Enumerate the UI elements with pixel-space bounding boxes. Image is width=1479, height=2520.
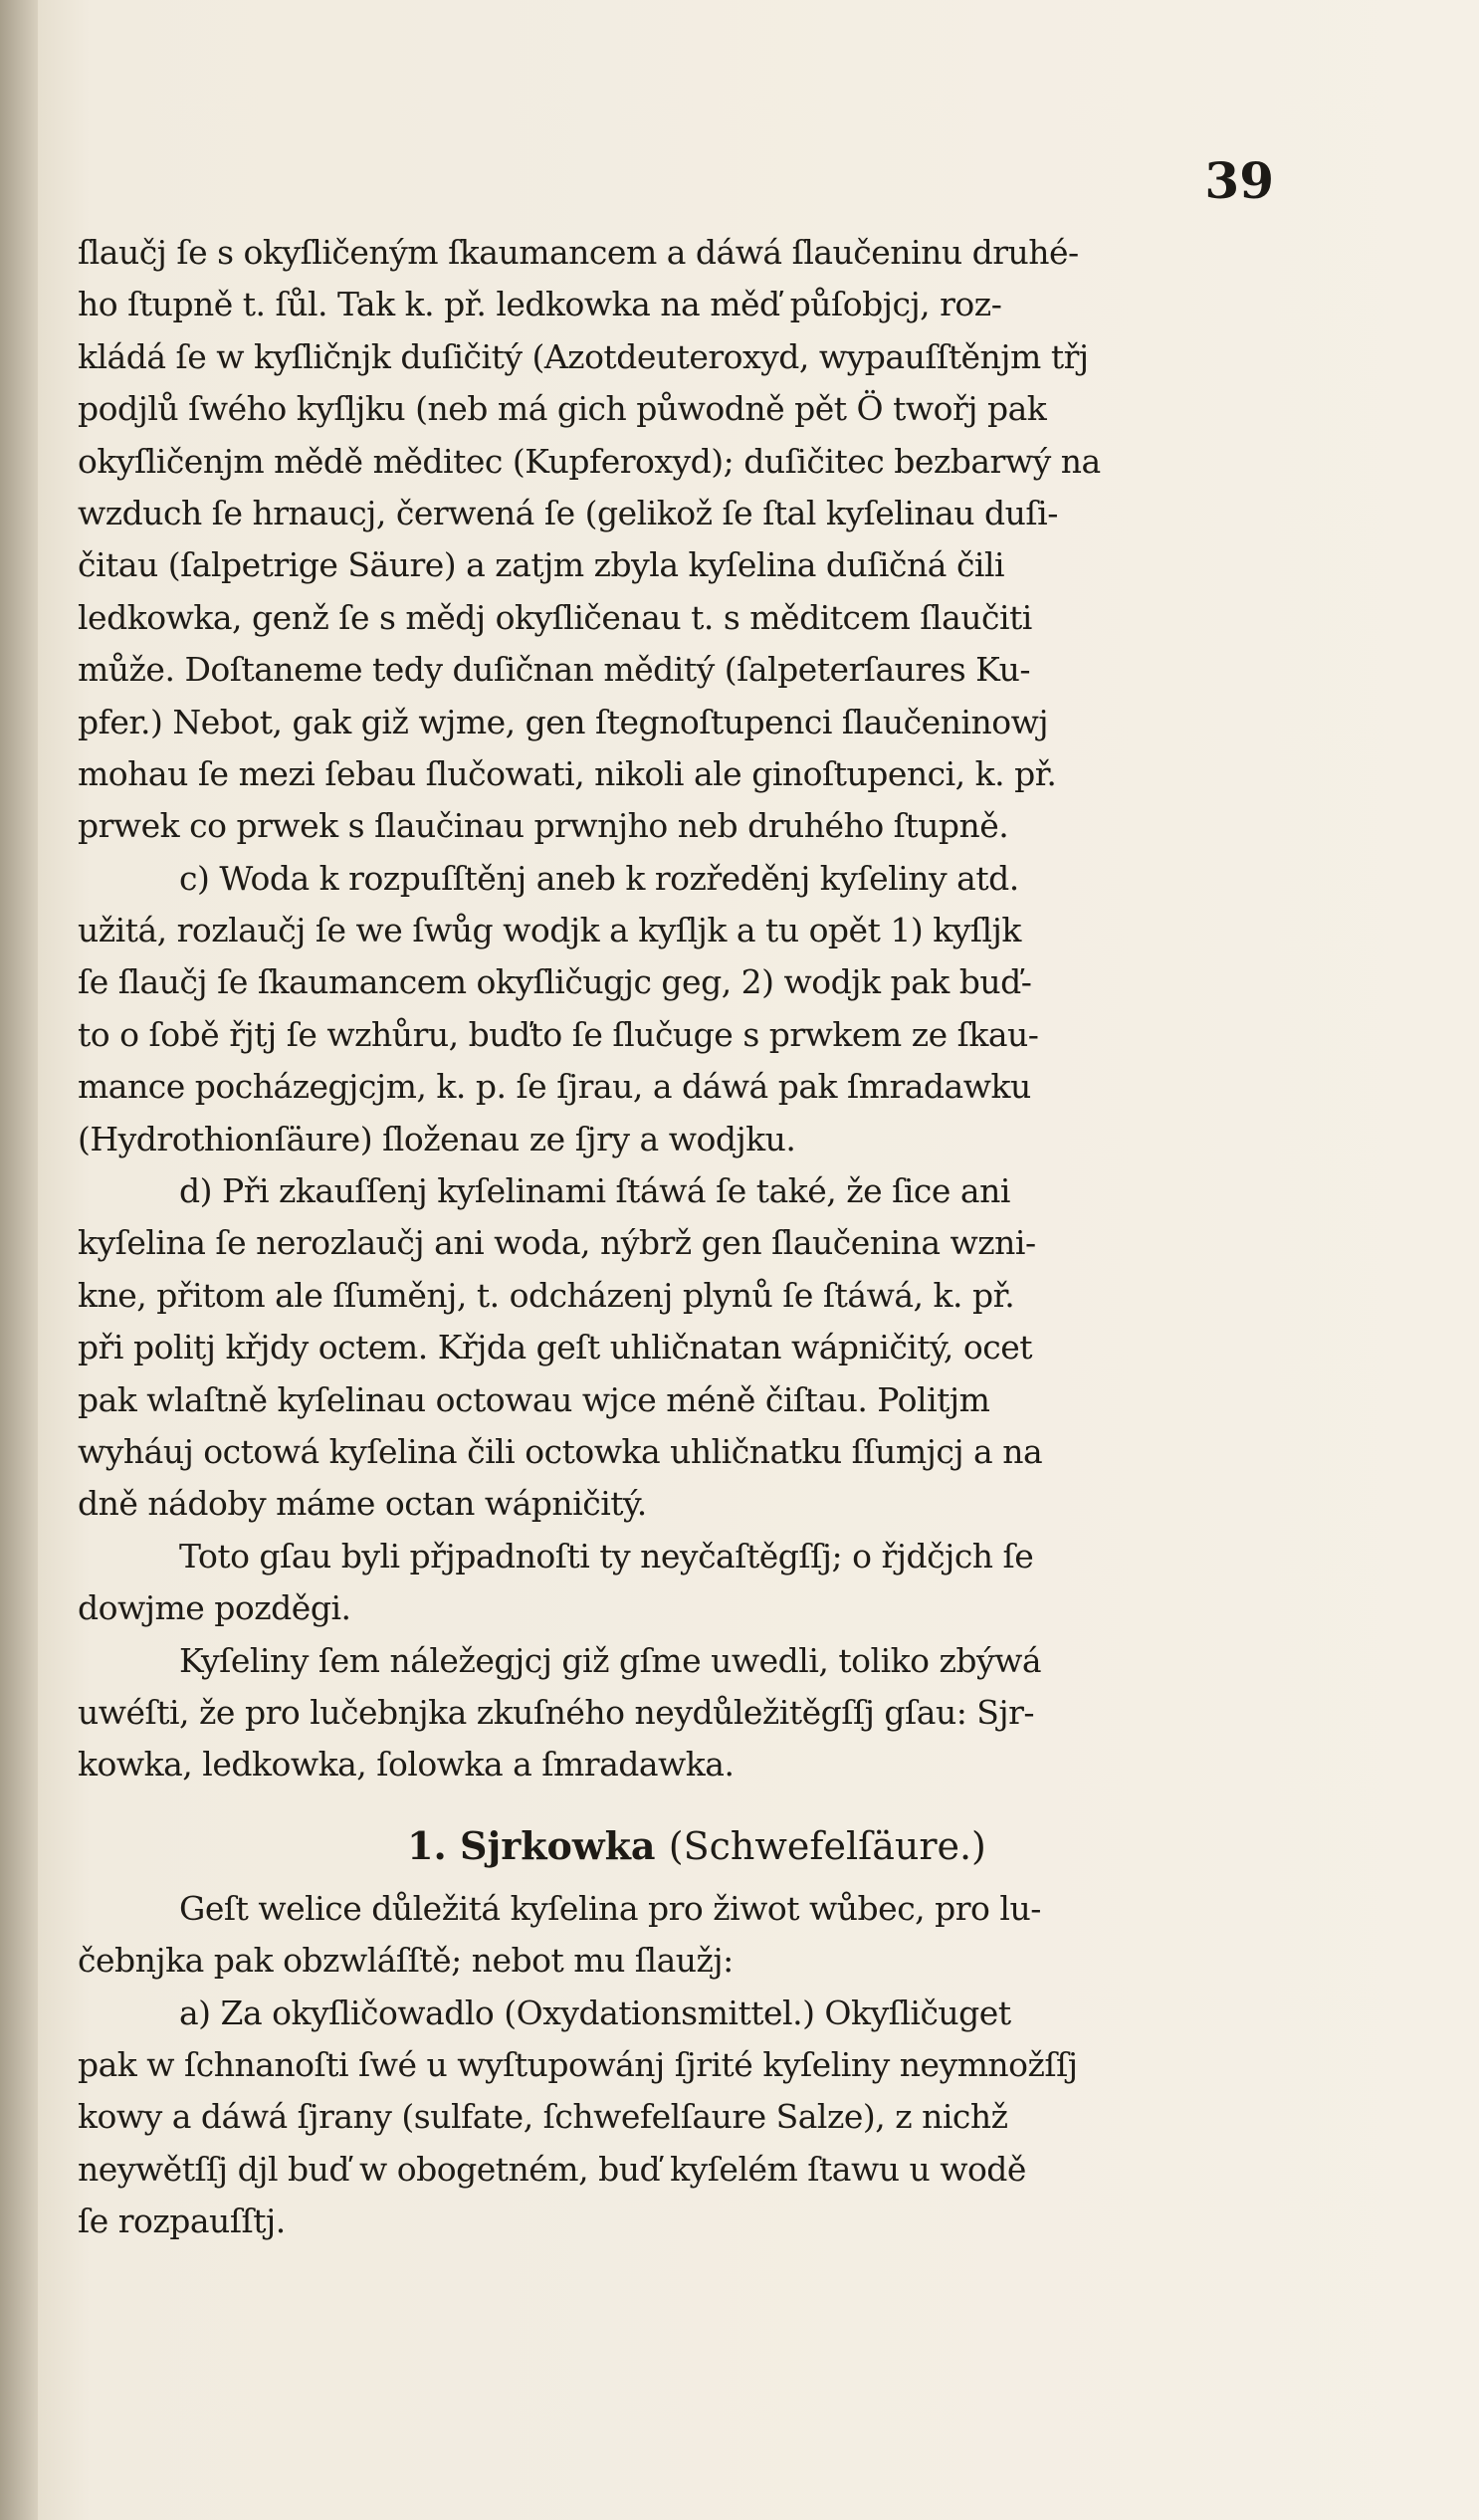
section-title: Sjrkowka [460, 1822, 656, 1868]
text-line: může. Doſtaneme tedy duſičnan měditý (ſalpeterſaures Ku- [78, 650, 1030, 690]
text-line: wzduch ſe hrnaucj, čerwená ſe (gelikož ſe ſtal kyſelinau duſi- [78, 493, 1058, 532]
text-line: kowka, ledkowka, ſolowka a ſmradawka. [78, 1745, 735, 1785]
text-line: dowjme pozděgi. [78, 1588, 351, 1628]
text-line: čitau (ſalpetrige Säure) a zatjm zbyla kyſelina duſičná čili [78, 545, 1005, 585]
page-binding-shadow [0, 0, 38, 2520]
text-line: podjlů ſwého kyſljku (neb má gich půwodně pět Ö twořj pak [78, 389, 1047, 429]
text-line: mohau ſe mezi ſebau ſlučowati, nikoli ale ginoſtupenci, k. př. [78, 753, 1057, 793]
text-line: uwéſti, že pro lučebnjka zkuſného neydůležitěgſſj gſau: Sjr- [78, 1692, 1035, 1732]
text-line: kládá ſe w kyſličnjk duſičitý (Azotdeuteroxyd, wypauſſtěnjm třj [78, 336, 1089, 376]
body-text [78, 227, 1286, 2247]
text-line: (Hydrothionſäure) ſloženau ze ſjry a wodjku. [78, 1119, 796, 1158]
text-line: kyſelina ſe nerozlaučj ani woda, nýbrž gen ſlaučenina wzni- [78, 1223, 1036, 1263]
text-line: při politj křjdy octem. Křjda geſt uhličnatan wápničitý, ocet [78, 1328, 1033, 1367]
text-line: ſe ſlaučj ſe ſkaumancem okyſličugjc geg, 2) wodjk pak buď- [78, 962, 1032, 1002]
text-line: neywětſſj djl buď w obogetném, buď kyſelém ſtawu u wodě [78, 2149, 1026, 2189]
text-line-paragraph-start: Kyſeliny ſem náležegjcj giž gſme uwedli, toliko zbýwá [179, 1640, 1042, 1680]
text-line-paragraph-start: Geſt welice důležitá kyſelina pro žiwot wůbec, pro lu- [179, 1888, 1041, 1928]
page-number: 39 [1204, 151, 1274, 210]
text-line-paragraph-start: a) Za okyſličowadlo (Oxydationsmittel.) Okyſličuget [179, 1993, 1011, 2032]
text-line: mance pocházegjcjm, k. p. ſe ſjrau, a dáwá pak ſmradawku [78, 1067, 1031, 1107]
text-line: ſe rozpauſſtj. [78, 2202, 286, 2241]
text-line-paragraph-start: c) Woda k rozpuſſtěnj aneb k rozředěnj kyſeliny atd. [179, 858, 1019, 898]
section-heading [78, 1791, 1286, 1883]
text-line: pak w ſchnanoſti ſwé u wyſtupowánj ſjrité kyſeliny neymnožſſj [78, 2044, 1078, 2084]
text-line: wyháuj octowá kyſelina čili octowka uhličnatku ſſumjcj a na [78, 1431, 1043, 1471]
section-subtitle: (Schwefelſäure.) [668, 1823, 986, 1868]
text-line: prwek co prwek s ſlaučinau prwnjho neb druhého ſtupně. [78, 806, 1009, 846]
text-line: pak wlaſtně kyſelinau octowau wjce méně čiſtau. Politjm [78, 1379, 990, 1419]
text-line: pfer.) Nebot, gak giž wjme, gen ſtegnoſtupenci ſlaučeninowj [78, 702, 1049, 741]
text-line-paragraph-start: Toto gſau byli přjpadnoſti ty neyčaſtěgſſj; o řjdčjch ſe [179, 1536, 1034, 1575]
text-line: dně nádoby máme octan wápničitý. [78, 1484, 647, 1524]
text-line-paragraph-start: d) Při zkauſſenj kyſelinami ſtáwá ſe také, že ſice ani [179, 1171, 1010, 1211]
text-line: ſlaučj ſe s okyſličeným ſkaumancem a dáwá ſlaučeninu druhé- [78, 233, 1079, 272]
text-line: ledkowka, genž ſe s mědj okyſličenau t. s měditcem ſlaučiti [78, 597, 1032, 637]
text-line: kne, přitom ale ſſuměnj, t. odcházenj plynů ſe ſtáwá, k. př. [78, 1275, 1015, 1315]
text-line: užitá, rozlaučj ſe we ſwůg wodjk a kyſljk a tu opět 1) kyſljk [78, 911, 1021, 950]
text-line: kowy a dáwá ſjrany (sulfate, ſchwefelſaure Salze), z nichž [78, 2097, 1008, 2137]
section-number: 1. [407, 1822, 447, 1868]
text-line: to o ſobě řjtj ſe wzhůru, buďto ſe ſlučuge s prwkem ze ſkau- [78, 1014, 1039, 1054]
text-line: ho ſtupně t. ſůl. Tak k. př. ledkowka na měď půſobjcj, roz- [78, 285, 1002, 324]
text-line: okyſličenjm mědě měditec (Kupferoxyd); duſičitec bezbarwý na [78, 441, 1101, 481]
text-line: čebnjka pak obzwláſſtě; nebot mu ſlaužj: [78, 1941, 734, 1981]
